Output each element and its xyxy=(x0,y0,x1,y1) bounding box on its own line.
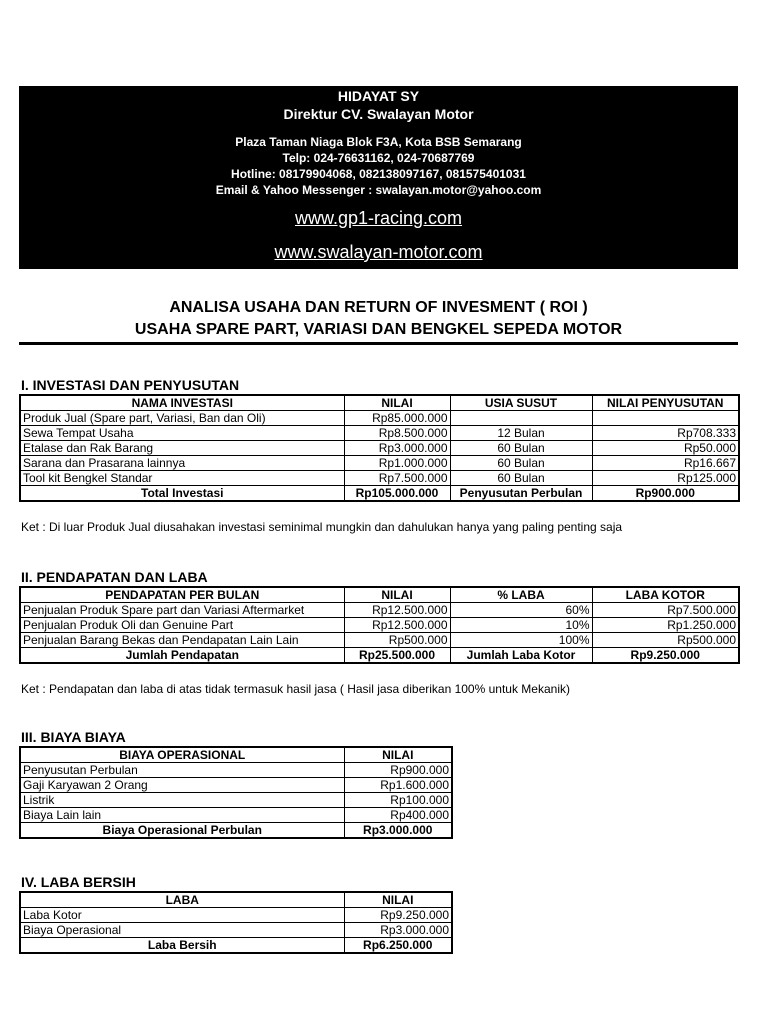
cell: Rp500.000 xyxy=(592,633,739,648)
pendapatan-table xyxy=(19,586,740,664)
cell: Listrik xyxy=(20,793,344,808)
table-header-row xyxy=(20,395,739,411)
cell: Sewa Tempat Usaha xyxy=(20,426,344,441)
section-heading-laba-bersih: IV. LABA BERSIH xyxy=(21,874,136,890)
table-header-row xyxy=(20,892,452,908)
cell xyxy=(592,411,739,426)
total-value: Rp105.000.000 xyxy=(344,486,450,502)
cell: Penjualan Produk Spare part dan Variasi Aftermarket xyxy=(20,603,344,618)
cell: Biaya Lain lain xyxy=(20,808,344,823)
cell: Etalase dan Rak Barang xyxy=(20,441,344,456)
cell: 12 Bulan xyxy=(450,426,592,441)
col-header: NAMA INVESTASI xyxy=(20,395,344,411)
cell: Rp3.000.000 xyxy=(344,923,452,938)
cell: 60 Bulan xyxy=(450,456,592,471)
investasi-table xyxy=(19,394,740,502)
cell: Rp8.500.000 xyxy=(344,426,450,441)
section-heading-biaya: III. BIAYA BIAYA xyxy=(21,729,126,745)
address-line: Plaza Taman Niaga Blok F3A, Kota BSB Semarang xyxy=(235,135,522,149)
cell: Rp16.667 xyxy=(592,456,739,471)
cell: Rp900.000 xyxy=(344,763,452,778)
cell: Rp50.000 xyxy=(592,441,739,456)
cell xyxy=(450,411,592,426)
section-heading-pendapatan: II. PENDAPATAN DAN LABA xyxy=(21,569,208,585)
cell: 60 Bulan xyxy=(450,471,592,486)
doc-title: ANALISA USAHA DAN RETURN OF INVESMENT ( ROI ) xyxy=(169,299,588,316)
col-header: NILAI xyxy=(344,892,452,908)
contact-header xyxy=(19,86,738,269)
total-label: Laba Bersih xyxy=(20,938,344,954)
cell: Rp400.000 xyxy=(344,808,452,823)
cell: 60 Bulan xyxy=(450,441,592,456)
hotline-line: Hotline: 08179904068, 082138097167, 081575401031 xyxy=(231,167,526,181)
cell: Rp12.500.000 xyxy=(344,618,450,633)
table-row xyxy=(20,618,739,633)
col-header: LABA xyxy=(20,892,344,908)
total-value: Rp9.250.000 xyxy=(592,648,739,664)
cell: 60% xyxy=(450,603,592,618)
col-header: NILAI xyxy=(344,587,450,603)
table-row xyxy=(20,441,739,456)
total-label: Biaya Operasional Perbulan xyxy=(20,823,344,839)
cell: Tool kit Bengkel Standar xyxy=(20,471,344,486)
pendapatan-note: Ket : Pendapatan dan laba di atas tidak termasuk hasil jasa ( Hasil jasa diberikan 100% untuk Mekanik) xyxy=(21,682,570,696)
cell: Rp85.000.000 xyxy=(344,411,450,426)
cell: Rp1.000.000 xyxy=(344,456,450,471)
table-row xyxy=(20,603,739,618)
table-row xyxy=(20,908,452,923)
cell: Rp1.250.000 xyxy=(592,618,739,633)
col-header: BIAYA OPERASIONAL xyxy=(20,747,344,763)
table-header-row xyxy=(20,747,452,763)
website-gp1[interactable] xyxy=(19,208,738,229)
cell: Laba Kotor xyxy=(20,908,344,923)
total-row xyxy=(20,938,452,954)
cell: Rp7.500.000 xyxy=(592,603,739,618)
cell: Rp1.600.000 xyxy=(344,778,452,793)
total-label: Total Investasi xyxy=(20,486,344,502)
total-label: Jumlah Laba Kotor xyxy=(450,648,592,664)
cell: Rp100.000 xyxy=(344,793,452,808)
table-row xyxy=(20,471,739,486)
biaya-table xyxy=(19,746,453,839)
cell: Rp7.500.000 xyxy=(344,471,450,486)
cell: Produk Jual (Spare part, Variasi, Ban dan Oli) xyxy=(20,411,344,426)
table-row xyxy=(20,763,452,778)
doc-subtitle: USAHA SPARE PART, VARIASI DAN BENGKEL SEPEDA MOTOR xyxy=(134,321,623,338)
cell: 10% xyxy=(450,618,592,633)
cell: Penjualan Barang Bekas dan Pendapatan Lain Lain xyxy=(20,633,344,648)
col-header: NILAI xyxy=(344,747,452,763)
total-value: Rp3.000.000 xyxy=(344,823,452,839)
phone-line: Telp: 024-76631162, 024-70687769 xyxy=(282,151,475,165)
total-value: Rp6.250.000 xyxy=(344,938,452,954)
total-label: Jumlah Pendapatan xyxy=(20,648,344,664)
table-header-row xyxy=(20,587,739,603)
total-label: Penyusutan Perbulan xyxy=(450,486,592,502)
table-row xyxy=(20,456,739,471)
cell: Rp708.333 xyxy=(592,426,739,441)
table-row xyxy=(20,426,739,441)
col-header: LABA KOTOR xyxy=(592,587,739,603)
col-header: USIA SUSUT xyxy=(450,395,592,411)
table-row xyxy=(20,633,739,648)
col-header: NILAI xyxy=(344,395,450,411)
cell: Rp3.000.000 xyxy=(344,441,450,456)
total-row xyxy=(20,648,739,664)
cell: Penyusutan Perbulan xyxy=(20,763,344,778)
cell: Biaya Operasional xyxy=(20,923,344,938)
table-row xyxy=(20,923,452,938)
cell: Rp12.500.000 xyxy=(344,603,450,618)
table-row xyxy=(20,793,452,808)
laba-bersih-table xyxy=(19,891,453,954)
total-row xyxy=(20,823,452,839)
website-swalayan[interactable] xyxy=(19,242,738,263)
website-gp1-link[interactable]: www.gp1-racing.com xyxy=(294,208,463,228)
col-header: % LABA xyxy=(450,587,592,603)
cell: Penjualan Produk Oli dan Genuine Part xyxy=(20,618,344,633)
cell: 100% xyxy=(450,633,592,648)
cell: Rp500.000 xyxy=(344,633,450,648)
investasi-note: Ket : Di luar Produk Jual diusahakan investasi seminimal mungkin dan dahulukan hanya yang paling penting saja xyxy=(21,520,623,534)
director-name: HIDAYAT SY xyxy=(337,88,420,104)
section-heading-investasi: I. INVESTASI DAN PENYUSUTAN xyxy=(21,377,240,393)
email-line: Email & Yahoo Messenger : swalayan.motor@yahoo.com xyxy=(215,183,542,197)
table-row xyxy=(20,411,739,426)
cell: Rp9.250.000 xyxy=(344,908,452,923)
cell: Gaji Karyawan 2 Orang xyxy=(20,778,344,793)
total-row xyxy=(20,486,739,502)
table-row xyxy=(20,778,452,793)
title-divider xyxy=(19,342,738,345)
website-swalayan-link[interactable]: www.swalayan-motor.com xyxy=(274,242,483,262)
contact-address xyxy=(19,134,738,198)
total-value: Rp900.000 xyxy=(592,486,739,502)
table-row xyxy=(20,808,452,823)
col-header: PENDAPATAN PER BULAN xyxy=(20,587,344,603)
director-title: Direktur CV. Swalayan Motor xyxy=(283,106,474,122)
cell: Sarana dan Prasarana lainnya xyxy=(20,456,344,471)
cell: Rp125.000 xyxy=(592,471,739,486)
total-value: Rp25.500.000 xyxy=(344,648,450,664)
col-header: NILAI PENYUSUTAN xyxy=(592,395,739,411)
